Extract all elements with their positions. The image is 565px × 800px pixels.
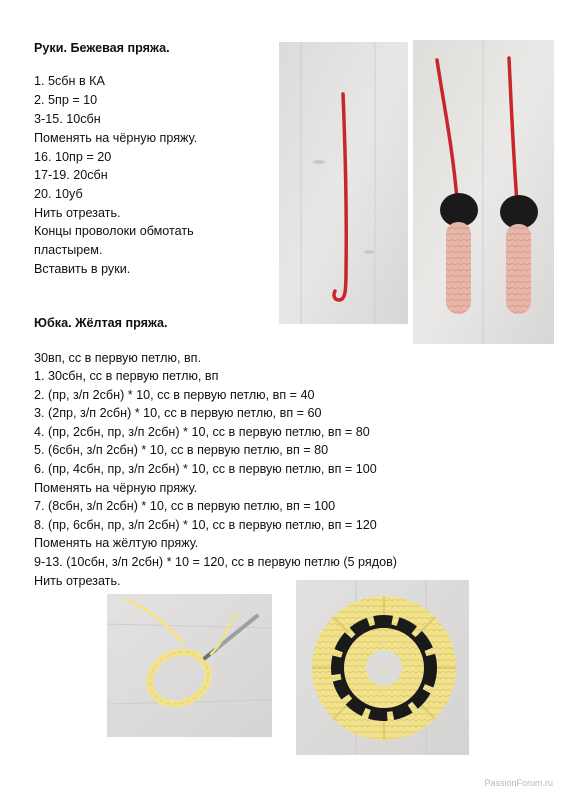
skirt-step: 8. (пр, 6сбн, пр, з/п 2сбн) * 10, сс в первую петлю, вп = 120 xyxy=(34,518,377,532)
arms-photo xyxy=(413,40,554,344)
arms-step: Нить отрезать. xyxy=(34,206,121,220)
skirt-step: Нить отрезать. xyxy=(34,574,121,588)
arms-step: 16. 10пр = 20 xyxy=(34,150,112,164)
skirt-step: 3. (2пр, з/п 2сбн) * 10, сс в первую петлю, вп = 60 xyxy=(34,406,322,420)
skirt-step: 1. 30сбн, сс в первую петлю, вп xyxy=(34,369,219,383)
skirt-step: 7. (8сбн, з/п 2сбн) * 10, сс в первую петлю, вп = 100 xyxy=(34,499,336,513)
skirt-step: 9-13. (10сбн, з/п 2сбн) * 10 = 120, сс в первую петлю (5 рядов) xyxy=(34,555,397,569)
skirt-step: 4. (пр, 2сбн, пр, з/п 2сбн) * 10, сс в первую петлю, вп = 80 xyxy=(34,425,370,439)
arms-step: 2. 5пр = 10 xyxy=(34,93,98,107)
arms-step: Вставить в руки. xyxy=(34,262,131,276)
skirt-heading: Юбка. Жёлтая пряжа. xyxy=(34,316,168,330)
skirt-step: 2. (пр, з/п 2сбн) * 10, сс в первую петлю, вп = 40 xyxy=(34,388,315,402)
skirt-photo xyxy=(296,580,469,755)
watermark: PassionForum.ru xyxy=(484,778,553,788)
arms-step: 3-15. 10сбн xyxy=(34,112,101,126)
skirt-step: 6. (пр, 4сбн, пр, з/п 2сбн) * 10, сс в первую петлю, вп = 100 xyxy=(34,462,377,476)
arms-step: 20. 10уб xyxy=(34,187,83,201)
arms-step: 1. 5сбн в КА xyxy=(34,74,105,88)
skirt-step: 5. (6сбн, з/п 2сбн) * 10, сс в первую петлю, вп = 80 xyxy=(34,443,329,457)
skirt-step: Поменять на чёрную пряжу. xyxy=(34,481,198,495)
skirt-step: Поменять на жёлтую пряжу. xyxy=(34,536,199,550)
arms-heading: Руки. Бежевая пряжа. xyxy=(34,41,170,55)
arms-step: 17-19. 20сбн xyxy=(34,168,108,182)
arms-step: Поменять на чёрную пряжу. xyxy=(34,131,198,145)
arms-step: Концы проволоки обмотать xyxy=(34,224,194,238)
skirt-step: 30вп, сс в первую петлю, вп. xyxy=(34,351,201,365)
chain-ring-photo xyxy=(107,594,272,737)
arms-step: пластырем. xyxy=(34,243,103,257)
wire-photo xyxy=(279,42,408,324)
